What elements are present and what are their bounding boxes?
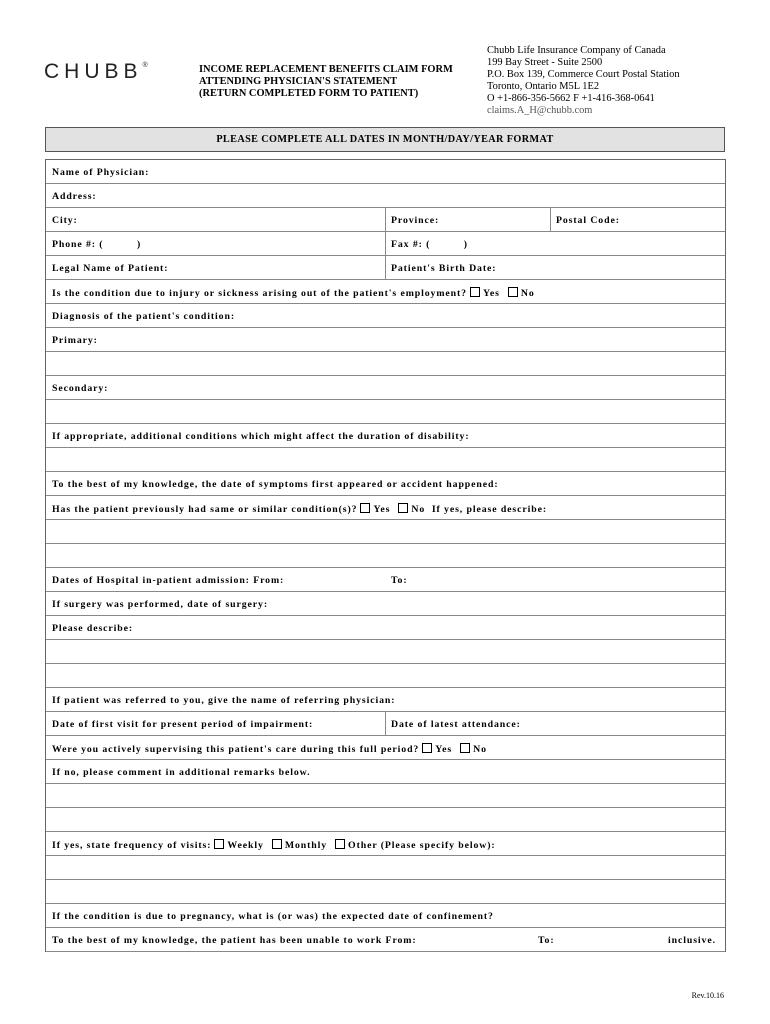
divider [385,232,386,255]
secondary-label: Secondary: [52,383,109,394]
title-line: (RETURN COMPLETED FORM TO PATIENT) [199,88,419,99]
blank-line[interactable] [46,880,725,904]
employment-no-checkbox[interactable] [508,287,518,297]
city-province-postal-row [46,208,725,232]
surgery-date-label: If surgery was performed, date of surgery: [52,599,269,610]
pregnancy-label: If the condition is due to pregnancy, what is (or was) the expected date of confinement? [52,911,494,922]
supervising-question-text: Were you actively supervising this patient's care during this full period? [52,744,420,755]
weekly-checkbox[interactable] [214,839,224,849]
previous-yes-checkbox[interactable] [360,503,370,513]
previous-condition-row [46,496,725,520]
visit-frequency-row [46,832,725,856]
previous-condition-text: Has the patient previously had same or similar condition(s)? [52,504,358,515]
weekly-label: Weekly [227,840,264,851]
hospital-to-label: To: [391,575,408,586]
divider [385,208,386,231]
inclusive-label: inclusive. [668,935,716,946]
supervising-no-checkbox[interactable] [460,743,470,753]
first-visit-label: Date of first visit for present period of impairment: [52,719,314,730]
physician-name-label: Name of Physician: [52,167,150,178]
yes-label: Yes [373,504,391,515]
form-title [199,64,453,100]
monthly-label: Monthly [284,840,328,851]
address-row[interactable] [46,184,725,208]
diagnosis-row [46,304,725,328]
pregnancy-row[interactable] [46,904,725,928]
diagnosis-label: Diagnosis of the patient's condition: [52,311,235,322]
hospital-dates-row [46,568,725,592]
symptoms-date-label: To the best of my knowledge, the date of symptoms first appeared or accident happened: [52,479,499,490]
blank-line[interactable] [46,784,725,808]
additional-conditions-row[interactable] [46,424,725,448]
symptoms-date-row[interactable] [46,472,725,496]
registered-mark: ® [142,62,148,69]
divider [550,208,551,231]
referring-physician-row[interactable] [46,688,725,712]
describe-label: Please describe: [52,623,134,634]
secondary-row[interactable] [46,376,725,400]
monthly-checkbox[interactable] [272,839,282,849]
no-label: No [520,288,535,299]
patient-row [46,256,725,280]
revision-label: Rev.10.16 [691,991,724,1000]
company-line: Chubb Life Insurance Company of Canada [487,45,666,56]
yes-label: Yes [482,288,500,299]
blank-line[interactable] [46,400,725,424]
postal-code-label: Postal Code: [556,215,620,226]
visit-frequency-question [52,839,496,851]
birth-date-label: Patient's Birth Date: [391,263,497,274]
blank-line[interactable] [46,664,725,688]
address-label: Address: [52,191,97,202]
employment-question-row [46,280,725,304]
surgery-date-row[interactable] [46,592,725,616]
company-address [487,45,680,116]
no-label: No [473,744,487,755]
physician-name-row[interactable] [46,160,725,184]
supervising-yes-checkbox[interactable] [422,743,432,753]
divider [385,256,386,279]
previous-no-checkbox[interactable] [398,503,408,513]
province-label: Province: [391,215,440,226]
additional-conditions-label: If appropriate, additional conditions which might affect the duration of disability: [52,431,470,442]
blank-line[interactable] [46,544,725,568]
other-checkbox[interactable] [335,839,345,849]
blank-line[interactable] [46,808,725,832]
unable-from-label: To the best of my knowledge, the patient has been unable to work From: [52,935,417,946]
hospital-from-label: Dates of Hospital in-patient admission: From: [52,575,285,586]
if-no-comment-label: If no, please comment in additional remarks below. [52,767,311,778]
if-no-comment-row[interactable] [46,760,725,784]
unable-to-label: To: [538,935,555,946]
blank-line[interactable] [46,520,725,544]
previous-condition-question [52,503,547,515]
latest-attendance-label: Date of latest attendance: [391,719,521,730]
physician-statement-form [45,159,726,952]
supervising-question [52,743,487,755]
fax-label: Fax #: ( ) [391,239,468,250]
primary-label: Primary: [52,335,98,346]
company-line: O +1-866-356-5662 F +1-416-368-0641 [487,92,655,104]
visit-frequency-text: If yes, state frequency of visits: [52,840,212,851]
date-format-banner: PLEASE COMPLETE ALL DATES IN MONTH/DAY/YEAR FORMAT [45,127,725,152]
blank-line[interactable] [46,448,725,472]
blank-line[interactable] [46,352,725,376]
title-line: INCOME REPLACEMENT BENEFITS CLAIM FORM [199,64,453,75]
title-line: ATTENDING PHYSICIAN'S STATEMENT [199,76,398,87]
no-label: No [411,504,426,515]
primary-row[interactable] [46,328,725,352]
supervising-row [46,736,725,760]
chubb-logo [44,60,148,84]
company-line: 199 Bay Street - Suite 2500 [487,56,603,68]
blank-line[interactable] [46,640,725,664]
describe-row[interactable] [46,616,725,640]
visit-dates-row [46,712,725,736]
employment-question [52,287,535,299]
phone-fax-row [46,232,725,256]
unable-to-work-row [46,928,725,952]
patient-name-label: Legal Name of Patient: [52,263,169,274]
blank-line[interactable] [46,856,725,880]
company-line: P.O. Box 139, Commerce Court Postal Station [487,68,680,80]
other-label: Other (Please specify below): [348,840,496,851]
referring-physician-label: If patient was referred to you, give the name of referring physician: [52,695,396,706]
employment-question-text: Is the condition due to injury or sickness arising out of the patient's employment? [52,288,467,299]
company-line: Toronto, Ontario M5L 1E2 [487,80,600,92]
employment-yes-checkbox[interactable] [470,287,480,297]
company-email[interactable]: claims.A_H@chubb.com [487,104,593,116]
logo-text: CHUBB [44,60,143,83]
if-yes-describe-label: If yes, please describe: [431,504,548,515]
divider [385,712,386,735]
city-label: City: [52,215,78,226]
yes-label: Yes [435,744,453,755]
phone-label: Phone #: ( ) [52,239,142,250]
